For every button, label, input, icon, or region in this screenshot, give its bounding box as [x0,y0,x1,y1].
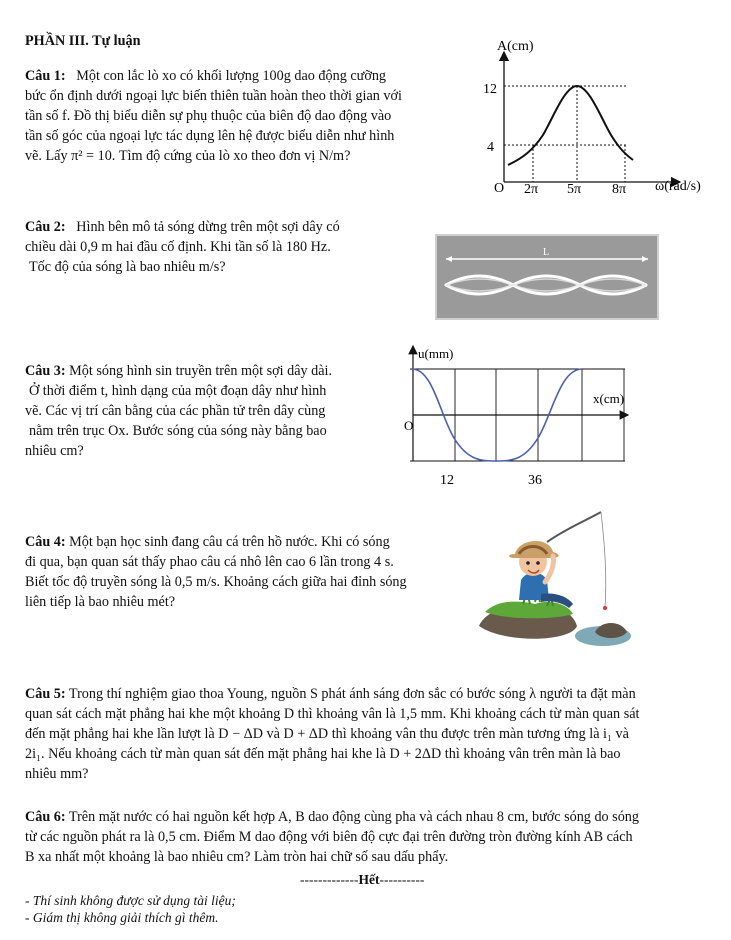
y-tick-12: 12 [483,82,497,97]
question-3 [25,361,400,461]
question-5-line-4: 2i₁. Nếu khoảng cách từ màn quan sát đến mặt phẳng hai khe là D + 2ΔD thì khoảng vân trên màn là bao [25,746,621,762]
origin-label: O [404,418,414,433]
question-4-line-3: Biết tốc độ truyền sóng là 0,5 m/s. Khoảng cách giữa hai đỉnh sóng [25,574,407,590]
end-marker [300,870,424,890]
question-2-line-2: chiều dài 0,9 m hai đầu cố định. Khi tần số là 180 Hz. [25,239,331,255]
fishing-boy-illustration [475,508,640,650]
question-1-line-4: tần số góc của ngoại lực tác dụng lên hệ được biểu diễn như hình [25,128,395,144]
x-tick-36: 36 [528,473,542,488]
question-3-line-3: vẽ. Các vị trí cân bằng của các phần tử trên dây cùng [25,403,326,419]
question-3-label: Câu 3: [25,363,66,379]
origin-label: O [494,181,505,196]
question-2 [25,217,405,277]
x-tick-2pi: 2π [524,182,539,197]
question-6-line-3: B xa nhất một khoảng là bao nhiêu cm? Làm tròn hai chữ số sau dấu phẩy. [25,849,449,865]
end-text: Hết [358,872,380,887]
question-1-line-2: bức ổn định dưới ngoại lực biến thiên tuần hoàn theo thời gian với [25,88,402,104]
footer-note-1: - Thí sinh không được sử dụng tài liệu; [25,893,236,908]
fishing-rod [547,512,601,542]
question-5-line-3: đến mặt phẳng hai khe lần lượt là D − ΔD và D + ΔD thì khoảng vân thu được trên màn tương ứng là i₁ và [25,726,629,742]
question-1-line-3: tần số f. Đồ thị biểu diễn sự phụ thuộc của biên độ dao động vào [25,108,392,124]
question-6-line-2: từ các nguồn phát ra là 0,5 cm. Điểm M dao động với biên độ cực đại trên đường tròn đường kính AB cách [25,829,633,845]
question-1-label: Câu 1: [25,68,66,84]
question-4-line-1: Một bạn học sinh đang câu cá trên hồ nước. Khi có sóng [69,534,390,550]
question-6 [25,807,718,867]
question-3-line-1: Một sóng hình sin truyền trên một sợi dây dài. [69,363,333,379]
question-4-line-4: liên tiếp là bao nhiêu mét? [25,594,176,610]
section-title: PHẦN III. Tự luận [25,33,141,49]
x-axis-label: x(cm) [593,391,625,406]
question-4-label: Câu 4: [25,534,66,550]
end-dashes-left: ------------- [300,872,359,887]
sine-wave-graph [404,340,635,490]
question-3-line-2: Ở thời điểm t, hình dạng của một đoạn dây như hình [29,383,327,399]
question-6-label: Câu 6: [25,809,66,825]
question-4 [25,532,445,612]
question-6-line-1: Trên mặt nước có hai nguồn kết hợp A, B dao động cùng pha và cách nhau 8 cm, bước sóng do sóng [68,809,639,825]
x-tick-5pi: 5π [567,182,582,197]
fishing-line [601,512,606,608]
resonance-curve [508,86,633,165]
question-2-label: Câu 2: [25,219,66,235]
question-2-line-1: Hình bên mô tả sóng dừng trên một sợi dây có [76,219,340,235]
question-3-line-4: nằm trên trục Ox. Bước sóng của sóng này bằng bao [29,423,327,439]
end-dashes-right: ---------- [379,872,425,887]
question-5-label: Câu 5: [25,686,66,702]
question-2-line-3: Tốc độ của sóng là bao nhiêu m/s? [29,259,226,275]
standing-wave-image [436,235,658,319]
y-axis-label: A(cm) [497,39,534,54]
resonance-graph [475,30,725,205]
question-3-line-5: nhiêu cm? [25,443,84,459]
question-5-line-1: Trong thí nghiệm giao thoa Young, nguồn S phát ánh sáng đơn sắc có bước sóng λ người ta đặt màn [68,686,636,702]
y-tick-4: 4 [487,140,494,155]
question-5-line-5: nhiêu mm? [25,766,89,782]
question-1 [25,66,465,166]
question-1-line-5: vẽ. Lấy π² = 10. Tìm độ cứng của lò xo theo đơn vị N/m? [25,148,351,164]
question-5-line-2: quan sát cách mặt phẳng hai khe một khoảng D thì khoảng vân là 1,5 mm. Khi khoảng cách từ màn quan sát [25,706,640,722]
question-4-line-2: đi qua, bạn quan sát thấy phao câu cá nhô lên cao 6 lần trong 4 s. [25,554,394,570]
x-tick-8pi: 8π [612,182,627,197]
question-5 [25,684,718,784]
footer-notes [25,892,236,926]
u-axis-label: u(mm) [418,346,454,361]
x-tick-12: 12 [440,473,454,488]
length-label: L [543,247,550,258]
x-axis-label: ω(rad/s) [655,179,701,194]
footer-note-2: - Giám thị không giải thích gì thêm. [25,910,219,925]
question-1-line-1: Một con lắc lò xo có khối lượng 100g dao động cưỡng [76,68,387,84]
